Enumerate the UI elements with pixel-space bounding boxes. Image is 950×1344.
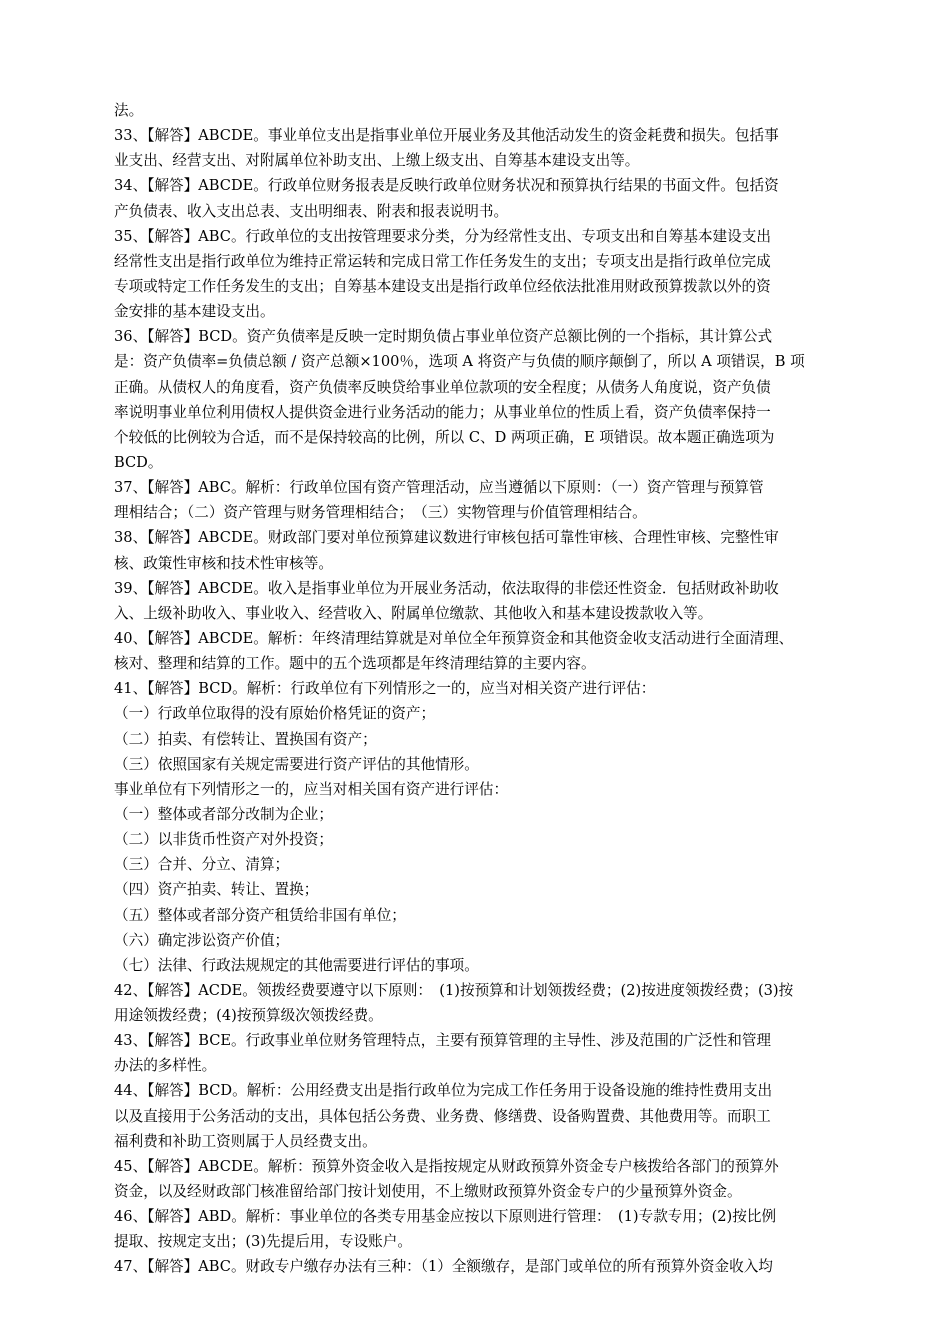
text-line: （七）法律、行政法规规定的其他需要进行评估的事项。 bbox=[114, 956, 479, 974]
text-line: 40、【解答】ABCDE。解析：年终清理结算就是对单位全年预算资金和其他资金收支活动进行全面清理、 bbox=[114, 629, 794, 647]
text-line: （一）整体或者部分改制为企业； bbox=[114, 805, 333, 823]
text-line: 正确。从债权人的角度看，资产负债率反映贷给事业单位款项的安全程度；从债务人角度说，资产负债 bbox=[114, 378, 771, 396]
document-page bbox=[114, 98, 886, 1280]
text-line: （三）合并、分立、清算； bbox=[114, 856, 290, 874]
text-line: 理相结合；（二）资产管理与财务管理相结合； （三）实物管理与价值管理相结合。 bbox=[114, 504, 647, 522]
text-line: 核对、整理和结算的工作。题中的五个选项都是年终清理结算的主要内容。 bbox=[114, 655, 596, 673]
text-line: 42、【解答】ACDE。领拨经费要遵守以下原则： (1)按预算和计划领拨经费；(2)按进度领拨经费；(3)按 bbox=[114, 981, 794, 999]
text-line: BCD。 bbox=[114, 453, 163, 471]
text-line: （二）拍卖、有偿转让、置换国有资产； bbox=[114, 730, 377, 748]
text-line: 33、【解答】ABCDE。事业单位支出是指事业单位开展业务及其他活动发生的资金耗费和损失。包括事 bbox=[114, 127, 779, 145]
text-line: 43、【解答】BCE。行政事业单位财务管理特点，主要有预算管理的主导性、涉及范围的广泛性和管理 bbox=[114, 1032, 772, 1050]
text-line: 经常性支出是指行政单位为维持正常运转和完成日常工作任务发生的支出；专项支出是指行政单位完成 bbox=[114, 252, 771, 270]
text-line: 事业单位有下列情形之一的，应当对相关国有资产进行评估： bbox=[114, 780, 509, 798]
text-line: （四）资产拍卖、转让、置换； bbox=[114, 881, 319, 899]
text-line: （六）确定涉讼资产价值； bbox=[114, 931, 290, 949]
text-line: 专项或特定工作任务发生的支出；自筹基本建设支出是指行政单位经依法批准用财政预算拨款以外的资 bbox=[114, 277, 771, 295]
text-line: （五）整体或者部分资产租赁给非国有单位； bbox=[114, 906, 406, 924]
text-line: 资金，以及经财政部门核准留给部门按计划使用，不上缴财政预算外资金专户的少量预算外资金。 bbox=[114, 1183, 742, 1201]
text-line: 提取、按规定支出；(3)先提后用，专设账户。 bbox=[114, 1233, 412, 1251]
text-line: 办法的多样性。 bbox=[114, 1057, 217, 1075]
text-line: 38、【解答】ABCDE。财政部门要对单位预算建议数进行审核包括可靠性审核、合理性审核、完整性审 bbox=[114, 529, 779, 547]
text-line: 41、【解答】BCD。解析：行政单位有下列情形之一的，应当对相关资产进行评估： bbox=[114, 680, 656, 698]
text-line: 35、【解答】ABC。行政单位的支出按管理要求分类，分为经常性支出、专项支出和自筹基本建设支出 bbox=[114, 227, 771, 245]
text-line: 入、上级补助收入、事业收入、经营收入、附属单位缴款、其他收入和基本建设拨款收入等。 bbox=[114, 604, 713, 622]
text-line: 率说明事业单位利用债权人提供资金进行业务活动的能力；从事业单位的性质上看，资产负债率保持一 bbox=[114, 403, 771, 421]
text-line: 福利费和补助工资则属于人员经费支出。 bbox=[114, 1132, 377, 1150]
text-line: （二）以非货币性资产对外投资； bbox=[114, 831, 333, 849]
text-line: 法。 bbox=[114, 102, 144, 119]
text-line: 36、【解答】BCD。资产负债率是反映一定时期负债占事业单位资产总额比例的一个指标，其计算公式 bbox=[114, 328, 773, 346]
text-line: 47、【解答】ABC。财政专户缴存办法有三种：（1）全额缴存，是部门或单位的所有预算外资金收入均 bbox=[114, 1258, 773, 1276]
text-line: 用途领拨经费；(4)按预算级次领拨经费。 bbox=[114, 1007, 383, 1025]
text-line: 业支出、经营支出、对附属单位补助支出、上缴上级支出、自筹基本建设支出等。 bbox=[114, 152, 640, 170]
text-line: 产负债表、收入支出总表、支出明细表、附表和报表说明书。 bbox=[114, 202, 509, 220]
text-line: 45、【解答】ABCDE。解析：预算外资金收入是指按规定从财政预算外资金专户核拨给各部门的预算外 bbox=[114, 1157, 779, 1175]
text-line: 44、【解答】BCD。解析：公用经费支出是指行政单位为完成工作任务用于设备设施的维持性费用支出 bbox=[114, 1082, 773, 1100]
text-line: 个较低的比例较为合适，而不是保持较高的比例，所以 C、D 两项正确，E 项错误。故本题正确选项为 bbox=[114, 428, 775, 446]
text-line: 46、【解答】ABD。解析：事业单位的各类专用基金应按以下原则进行管理： (1)专款专用；(2)按比例 bbox=[114, 1208, 777, 1226]
text-line: 39、【解答】ABCDE。收入是指事业单位为开展业务活动，依法取得的非偿还性资金．包括财政补助收 bbox=[114, 579, 779, 597]
text-line: 34、【解答】ABCDE。行政单位财务报表是反映行政单位财务状况和预算执行结果的书面文件。包括资 bbox=[114, 177, 779, 195]
text-line: （三）依照国家有关规定需要进行资产评估的其他情形。 bbox=[114, 755, 479, 773]
text-line: 核、政策性审核和技术性审核等。 bbox=[114, 554, 333, 572]
text-line: （一）行政单位取得的没有原始价格凭证的资产； bbox=[114, 705, 436, 723]
text-line: 以及直接用于公务活动的支出，具体包括公务费、业务费、修缮费、设备购置费、其他费用等。而职工 bbox=[114, 1107, 771, 1125]
text-line: 37、【解答】ABC。解析：行政单位国有资产管理活动，应当遵循以下原则：（一）资产管理与预算管 bbox=[114, 479, 764, 497]
text-line: 是：资产负债率=负债总额 / 资产总额×100％，选项 A 将资产与负债的顺序颠倒了，所以 A 项错误，B 项 bbox=[114, 353, 805, 371]
text-line: 金安排的基本建设支出。 bbox=[114, 303, 275, 321]
